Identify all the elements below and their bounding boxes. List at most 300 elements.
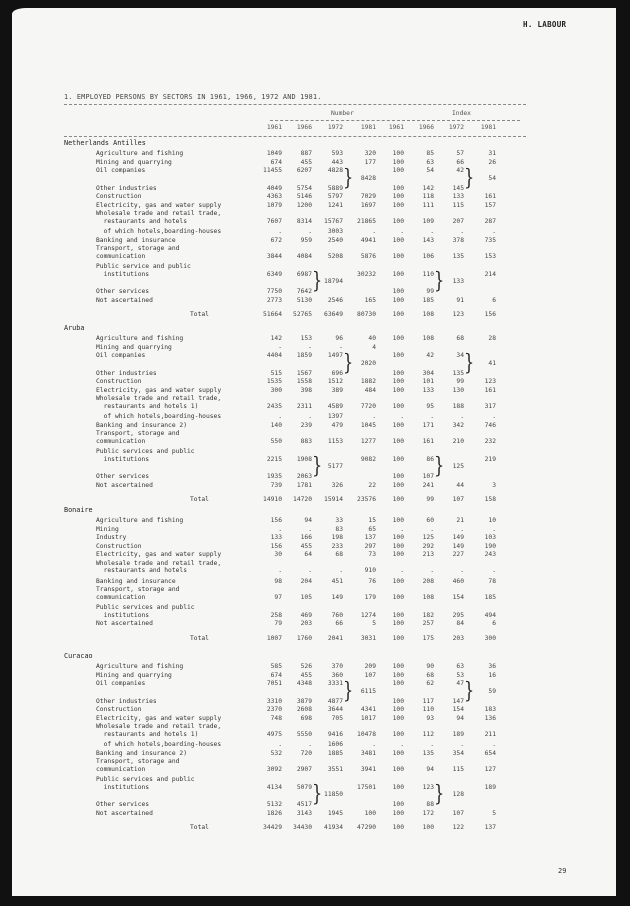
cell-value: .	[430, 413, 434, 420]
cell-value: 239	[300, 421, 312, 429]
cell-value: 156	[270, 542, 282, 550]
cell-value: 3941	[360, 765, 376, 773]
row-label: restaurants and hotels	[96, 567, 187, 574]
cell-value: .	[492, 228, 496, 235]
cell-value: 42	[426, 352, 434, 359]
cell-value: 33	[335, 517, 343, 524]
cell-value: 68	[456, 335, 464, 342]
row-label: Electricity, gas and water supply	[96, 714, 222, 722]
cell-value: 748	[270, 714, 282, 722]
cell-value: 7750	[266, 288, 282, 295]
cell-value: 585	[270, 663, 282, 670]
cell-value: 5208	[327, 252, 343, 260]
cell-value: 100	[392, 473, 404, 480]
cell-value: 204	[300, 577, 312, 585]
cell-value: 3143	[296, 809, 312, 817]
cell-value: 142	[422, 184, 434, 192]
row-label: Public services and public	[96, 448, 195, 455]
brace-icon: }	[343, 676, 354, 704]
year-header: 1966	[418, 124, 434, 131]
cell-value: .	[372, 741, 376, 748]
cell-value: -	[278, 343, 282, 351]
cell-value: 455	[300, 542, 312, 550]
cell-value: 1007	[266, 634, 282, 642]
cell-value: 60	[426, 517, 434, 524]
cell-value: 5	[372, 620, 376, 627]
cell-value: -	[308, 343, 312, 351]
cell-value: 5889	[327, 184, 343, 192]
divider	[270, 120, 400, 121]
cell-value: 4049	[266, 184, 282, 192]
row-label: Transport, storage and	[96, 430, 180, 437]
cell-value: 183	[484, 706, 496, 713]
table-row	[12, 619, 616, 628]
row-label: Not ascertained	[96, 809, 153, 817]
cell-value: 3331	[327, 680, 343, 687]
cell-value: 100	[392, 697, 404, 705]
cell-value: 4	[372, 343, 376, 351]
cell-value: 1241	[327, 201, 343, 209]
cell-value: 165	[364, 296, 376, 304]
cell-value: 47290	[357, 824, 376, 831]
cell-value: 198	[331, 534, 343, 541]
cell-value: 68	[426, 671, 434, 679]
table-row	[12, 765, 616, 774]
brace-icon: }	[343, 348, 354, 376]
brace-icon: }	[312, 452, 323, 479]
cell-value: 1697	[360, 201, 376, 209]
cell-value: .	[372, 413, 376, 420]
cell-value: 54	[426, 167, 434, 174]
cell-value: 209	[364, 663, 376, 670]
row-label: Other industries	[96, 184, 157, 192]
divider	[402, 120, 520, 121]
cell-value: 7051	[266, 680, 282, 687]
cell-value: .	[492, 567, 496, 574]
row-label: Wholesale trade and retail trade,	[96, 210, 222, 217]
cell-value: .	[308, 567, 312, 574]
cell-value: 2773	[266, 296, 282, 304]
brace-icon: }	[312, 780, 323, 807]
cell-value: 34429	[263, 824, 282, 831]
cell-value: 62	[426, 680, 434, 687]
cell-value: 109	[422, 217, 434, 225]
cell-value: 304	[422, 369, 434, 377]
cell-value: 672	[270, 236, 282, 244]
cell-value: 123	[422, 783, 434, 791]
row-label: Total	[190, 496, 209, 503]
document-page	[12, 8, 616, 896]
cell-value: 211	[484, 730, 496, 738]
cell-value: 1153	[327, 437, 343, 445]
cell-value: .	[400, 228, 404, 235]
cell-value: 66	[456, 158, 464, 166]
cell-value: 149	[452, 534, 464, 541]
cell-value: 99	[456, 378, 464, 385]
cell-value: 883	[300, 437, 312, 445]
year-header: 1961	[266, 124, 282, 131]
cell-value: 210	[452, 437, 464, 445]
cell-value: .	[278, 741, 282, 748]
cell-value: 4975	[266, 730, 282, 738]
cell-value: 154	[452, 706, 464, 713]
cell-value: 398	[300, 386, 312, 394]
merged-value: 11850	[324, 791, 343, 799]
cell-value: 100	[392, 369, 404, 377]
cell-value: 9082	[360, 455, 376, 463]
cell-value: 1882	[360, 378, 376, 385]
group-heading: Bonaire	[64, 506, 93, 514]
header-index: Index	[452, 110, 471, 117]
cell-value: 100	[392, 801, 404, 808]
row-label: Oil companies	[96, 352, 146, 359]
cell-value: 100	[392, 671, 404, 679]
cell-value: 292	[422, 542, 434, 550]
merged-value: 128	[452, 791, 464, 799]
cell-value: 107	[422, 473, 434, 480]
cell-value: 360	[331, 671, 343, 679]
cell-value: 100	[392, 252, 404, 260]
cell-value: 133	[452, 193, 464, 200]
cell-value: 100	[392, 201, 404, 209]
year-header: 1972	[327, 124, 343, 131]
cell-value: .	[339, 567, 343, 574]
cell-value: 158	[484, 496, 496, 503]
cell-value: 68	[335, 551, 343, 558]
total-row	[12, 823, 616, 832]
section-tag: H. LABOUR	[523, 20, 567, 29]
cell-value: 10478	[357, 730, 376, 738]
row-label: institutions	[96, 783, 150, 791]
cell-value: .	[372, 228, 376, 235]
row-label: Mining and quarrying	[96, 671, 172, 679]
cell-value: 36	[488, 663, 496, 670]
cell-value: 5754	[296, 184, 312, 192]
cell-value: 177	[364, 158, 376, 166]
cell-value: 2540	[327, 236, 343, 244]
cell-value: 6987	[296, 270, 312, 278]
cell-value: .	[460, 525, 464, 533]
cell-value: 100	[392, 352, 404, 359]
divider	[64, 136, 526, 137]
cell-value: 4877	[327, 697, 343, 705]
cell-value: 34	[456, 352, 464, 359]
cell-value: 300	[270, 386, 282, 394]
cell-value: 287	[484, 217, 496, 225]
row-label: Electricity, gas and water supply	[96, 386, 222, 394]
cell-value: 166	[300, 534, 312, 541]
table-row	[12, 217, 616, 226]
cell-value: 326	[331, 481, 343, 489]
cell-value: 100	[392, 593, 404, 601]
cell-value: 203	[452, 634, 464, 642]
cell-value: 746	[484, 421, 496, 429]
cell-value: 1885	[327, 749, 343, 757]
cell-value: 10	[488, 517, 496, 524]
cell-value: 6207	[296, 167, 312, 174]
cell-value: 1079	[266, 201, 282, 209]
row-label: institutions	[96, 611, 150, 619]
cell-value: 15914	[324, 496, 343, 503]
cell-value: 100	[392, 706, 404, 713]
cell-value: 188	[452, 402, 464, 410]
cell-value: 94	[456, 714, 464, 722]
row-label: Industry	[96, 534, 127, 541]
table-row	[12, 593, 616, 602]
group-heading: Curacao	[64, 652, 93, 660]
cell-value: 100	[392, 184, 404, 192]
cell-value: 100	[392, 783, 404, 791]
cell-value: -	[339, 343, 343, 351]
cell-value: 53	[456, 671, 464, 679]
cell-value: 100	[392, 517, 404, 524]
cell-value: 2435	[266, 402, 282, 410]
table-row	[12, 402, 616, 411]
cell-value: 3003	[327, 228, 343, 235]
cell-value: 147	[452, 697, 464, 705]
table-row	[12, 296, 616, 305]
cell-value: 5550	[296, 730, 312, 738]
year-header: 1981	[360, 124, 376, 131]
cell-value: 4828	[327, 167, 343, 174]
cell-value: 153	[300, 335, 312, 342]
cell-value: 100	[392, 217, 404, 225]
cell-value: 123	[452, 311, 464, 318]
cell-value: 1277	[360, 437, 376, 445]
cell-value: 1512	[327, 378, 343, 385]
cell-value: 98	[274, 577, 282, 585]
cell-value: 295	[452, 611, 464, 619]
cell-value: 30232	[357, 270, 376, 278]
cell-value: 207	[452, 217, 464, 225]
cell-value: .	[308, 413, 312, 420]
row-label: communication	[96, 765, 146, 773]
row-label: Transport, storage and	[96, 586, 180, 593]
row-label: Public services and public	[96, 776, 195, 783]
cell-value: 1935	[266, 473, 282, 480]
cell-value: 94	[426, 765, 434, 773]
cell-value: 83	[335, 525, 343, 533]
cell-value: 451	[331, 577, 343, 585]
merged-value: 54	[488, 174, 496, 182]
cell-value: .	[430, 741, 434, 748]
cell-value: 100	[392, 193, 404, 200]
table-row	[12, 166, 616, 175]
cell-value: 1397	[327, 413, 343, 420]
row-label: Wholesale trade and retail trade,	[96, 395, 222, 402]
table-title: 1. EMPLOYED PERSONS BY SECTORS IN 1961, 1966, 1972 AND 1981.	[64, 93, 322, 101]
row-label: communication	[96, 437, 146, 445]
cell-value: 532	[270, 749, 282, 757]
cell-value: .	[430, 525, 434, 533]
cell-value: 696	[331, 369, 343, 377]
cell-value: 526	[300, 663, 312, 670]
cell-value: 154	[452, 593, 464, 601]
merged-value: 6115	[360, 687, 376, 695]
cell-value: 100	[392, 680, 404, 687]
cell-value: 1045	[360, 421, 376, 429]
cell-value: .	[278, 413, 282, 420]
cell-value: 3	[492, 481, 496, 489]
total-row	[12, 310, 616, 319]
cell-value: .	[430, 228, 434, 235]
row-label: restaurants and hotels 1)	[96, 402, 199, 410]
cell-value: .	[492, 413, 496, 420]
cell-value: 1606	[327, 741, 343, 748]
row-label: Banking and insurance	[96, 577, 176, 585]
cell-value: 515	[270, 369, 282, 377]
cell-value: 100	[392, 378, 404, 385]
group-heading: Netherlands Antilles	[64, 139, 146, 147]
cell-value: 720	[300, 749, 312, 757]
cell-value: 26	[488, 158, 496, 166]
cell-value: 153	[484, 252, 496, 260]
cell-value: 80730	[357, 311, 376, 318]
row-label: Agriculture and fishing	[96, 663, 184, 670]
cell-value: 100	[392, 402, 404, 410]
cell-value: 6	[492, 620, 496, 627]
header-number: Number	[331, 110, 354, 117]
cell-value: 735	[484, 236, 496, 244]
cell-value: 90	[426, 663, 434, 670]
cell-value: 41934	[324, 824, 343, 831]
row-label: Other services	[96, 801, 150, 808]
cell-value: 208	[422, 577, 434, 585]
brace-icon: }	[343, 163, 354, 191]
year-header: 1972	[448, 124, 464, 131]
row-label: institutions	[96, 270, 150, 278]
cell-value: 47	[456, 680, 464, 687]
cell-value: 15767	[324, 217, 343, 225]
cell-value: 63	[456, 663, 464, 670]
cell-value: 11455	[263, 167, 282, 174]
cell-value: 100	[392, 730, 404, 738]
row-label: Banking and insurance 2)	[96, 421, 187, 429]
cell-value: 140	[270, 421, 282, 429]
cell-value: 97	[274, 593, 282, 601]
cell-value: 42	[456, 167, 464, 174]
cell-value: 14910	[263, 496, 282, 503]
cell-value: 84	[456, 620, 464, 627]
row-label: institutions	[96, 455, 150, 463]
cell-value: 760	[331, 611, 343, 619]
cell-value: 2907	[296, 765, 312, 773]
cell-value: 1274	[360, 611, 376, 619]
table-row	[12, 566, 616, 575]
cell-value: 107	[452, 809, 464, 817]
cell-value: .	[492, 525, 496, 533]
cell-value: 100	[392, 496, 404, 503]
row-label: Electricity, gas and water supply	[96, 201, 222, 209]
cell-value: 455	[300, 671, 312, 679]
cell-value: 100	[392, 288, 404, 295]
cell-value: 4517	[296, 801, 312, 808]
cell-value: 79	[274, 620, 282, 627]
cell-value: 3092	[266, 765, 282, 773]
cell-value: 219	[484, 455, 496, 463]
cell-value: 100	[392, 455, 404, 463]
cell-value: 100	[392, 809, 404, 817]
cell-value: 108	[422, 593, 434, 601]
cell-value: 100	[392, 663, 404, 670]
cell-value: 232	[484, 437, 496, 445]
cell-value: 100	[422, 824, 434, 831]
cell-value: 63649	[324, 311, 343, 318]
cell-value: 107	[452, 496, 464, 503]
table-row	[12, 679, 616, 688]
cell-value: 4363	[266, 193, 282, 200]
cell-value: 2311	[296, 402, 312, 410]
cell-value: 698	[300, 714, 312, 722]
cell-value: 443	[331, 158, 343, 166]
cell-value: 142	[270, 335, 282, 342]
cell-value: 1760	[296, 634, 312, 642]
row-label: Transport, storage and	[96, 245, 180, 252]
cell-value: 73	[368, 551, 376, 558]
cell-value: 5146	[296, 193, 312, 200]
brace-icon: }	[312, 267, 323, 294]
cell-value: 3879	[296, 697, 312, 705]
cell-value: 1017	[360, 714, 376, 722]
year-header: 1961	[388, 124, 404, 131]
cell-value: 227	[452, 551, 464, 558]
cell-value: 22	[368, 481, 376, 489]
cell-value: 171	[422, 421, 434, 429]
cell-value: .	[400, 567, 404, 574]
cell-value: 100	[392, 311, 404, 318]
cell-value: 5797	[327, 193, 343, 200]
cell-value: 1908	[296, 455, 312, 463]
cell-value: 7607	[266, 217, 282, 225]
cell-value: 156	[484, 311, 496, 318]
cell-value: 4084	[296, 252, 312, 260]
cell-value: 136	[484, 714, 496, 722]
cell-value: 910	[364, 567, 376, 574]
cell-value: 460	[452, 577, 464, 585]
cell-value: 320	[364, 150, 376, 157]
cell-value: 6	[492, 296, 496, 304]
cell-value: .	[460, 413, 464, 420]
year-header: 1981	[480, 124, 496, 131]
row-label: Other services	[96, 288, 150, 295]
cell-value: 15	[368, 517, 376, 524]
cell-value: 133	[270, 534, 282, 541]
cell-value: 66	[335, 620, 343, 627]
row-label: Agriculture and fishing	[96, 517, 184, 524]
cell-value: 233	[331, 542, 343, 550]
cell-value: 100	[392, 620, 404, 627]
cell-value: 469	[300, 611, 312, 619]
cell-value: 161	[484, 193, 496, 200]
cell-value: 2370	[266, 706, 282, 713]
cell-value: 115	[452, 765, 464, 773]
row-label: Oil companies	[96, 167, 146, 174]
merged-value: 125	[452, 463, 464, 471]
cell-value: 342	[452, 421, 464, 429]
cell-value: .	[460, 741, 464, 748]
group-heading: Aruba	[64, 324, 85, 332]
row-label: Banking and insurance	[96, 236, 176, 244]
cell-value: 51664	[263, 311, 282, 318]
cell-value: 34430	[293, 824, 312, 831]
cell-value: 117	[422, 697, 434, 705]
cell-value: 484	[364, 386, 376, 394]
row-label: Mining and quarrying	[96, 158, 172, 166]
cell-value: 115	[452, 201, 464, 209]
row-label: Public service and public	[96, 263, 191, 270]
brace-icon: }	[464, 163, 475, 191]
row-label: Total	[190, 824, 209, 831]
